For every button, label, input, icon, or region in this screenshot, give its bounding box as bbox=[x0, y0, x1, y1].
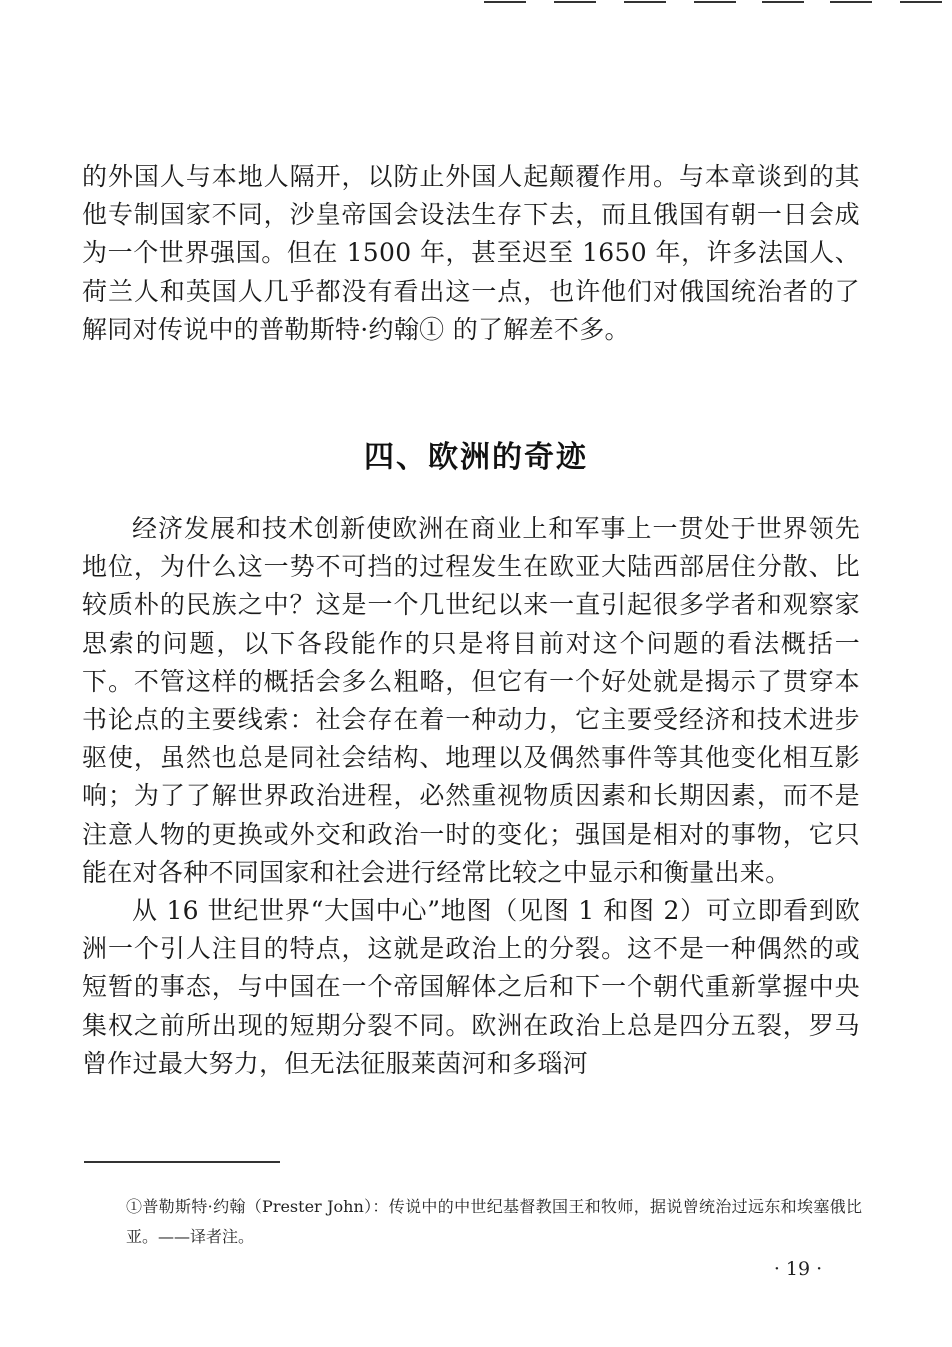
main-paragraphs bbox=[82, 510, 860, 1083]
footnote-divider bbox=[84, 1161, 280, 1163]
footnote: ①普勒斯特·约翰（Prester John）：传说中的中世纪基督教国王和牧师，据说曾统治过远东和埃塞俄比亚。——译者注。 bbox=[126, 1197, 862, 1246]
paragraph-2: 从 16 世纪世界“大国中心”地图（见图 1 和图 2）可立即看到欧洲一个引人注目的特点，这就是政治上的分裂。这不是一种偶然的或短暂的事态，与中国在一个帝国解体之后和下一个朝代重新掌握中央集权之前所出现的短期分裂不同。欧洲在政治上总是四分五裂，罗马曾作过最大努力，但无法征服莱茵河和多瑙河 bbox=[82, 896, 860, 1078]
continued-paragraph-block bbox=[82, 158, 860, 349]
header-rules bbox=[478, 0, 952, 6]
continued-paragraph: 的外国人与本地人隔开，以防止外国人起颠覆作用。与本章谈到的其他专制国家不同，沙皇帝国会设法生存下去，而且俄国有朝一日会成为一个世界强国。但在 1500 年，甚至迟至 1650 年，许多法国人、荷兰人和英国人几乎都没有看出这一点，也许他们对俄国统治者的了解同对传说中的普勒斯特·约翰① 的了解差不多。 bbox=[82, 162, 860, 344]
page-number: · 19 · bbox=[773, 1258, 823, 1280]
paragraph-1: 经济发展和技术创新使欧洲在商业上和军事上一贯处于世界领先地位，为什么这一势不可挡的过程发生在欧亚大陆西部居住分散、比较质朴的民族之中？这是一个几世纪以来一直引起很多学者和观察家思索的问题，以下各段能作的只是将目前对这个问题的看法概括一下。不管这样的概括会多么粗略，但它有一个好处就是揭示了贯穿本书论点的主要线索：社会存在着一种动力，它主要受经济和技术进步驱使，虽然也总是同社会结构、地理以及偶然事件等其他变化相互影响；为了了解世界政治进程，必然重视物质因素和长期因素，而不是注意人物的更换或外交和政治一时的变化；强国是相对的事物，它只能在对各种不同国家和社会进行经常比较之中显示和衡量出来。 bbox=[82, 514, 860, 887]
section-heading: 四、欧洲的奇迹 bbox=[364, 440, 588, 475]
